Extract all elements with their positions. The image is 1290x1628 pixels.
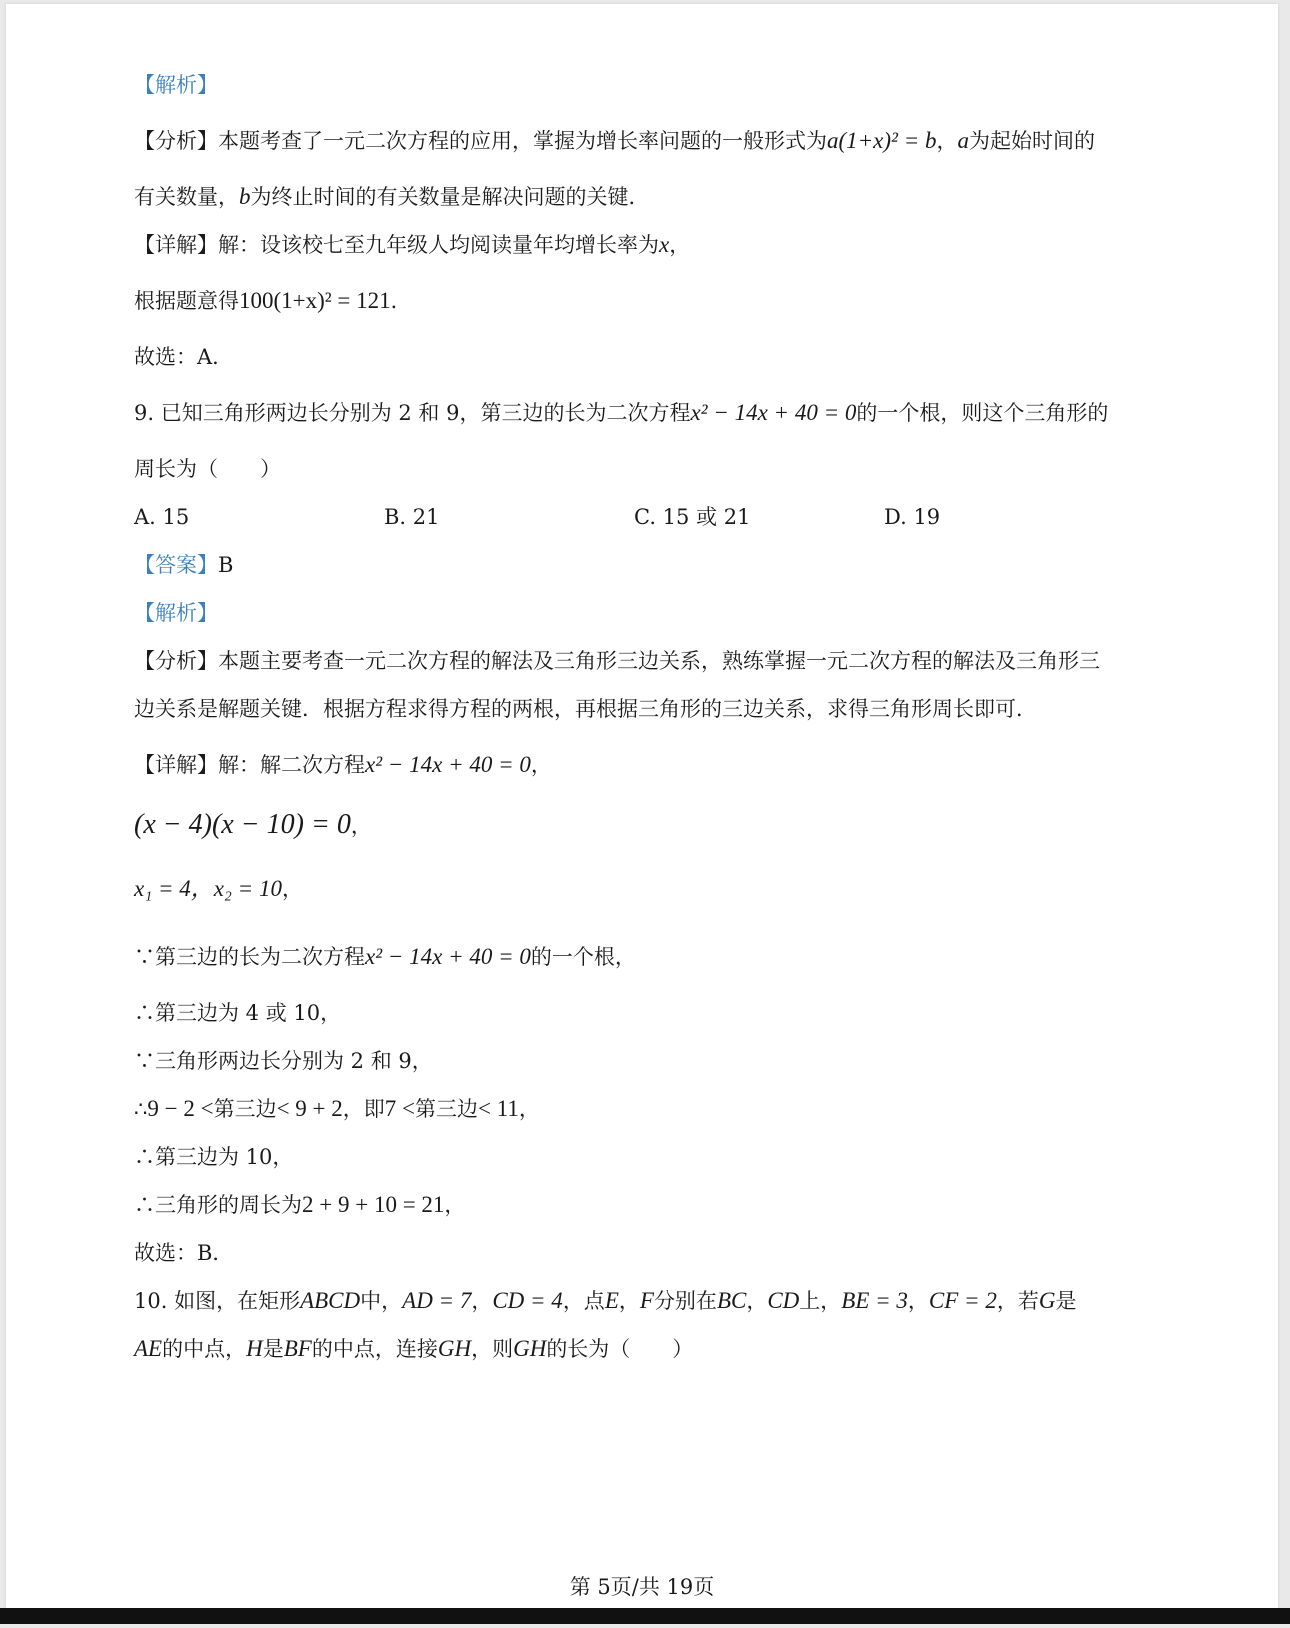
q8-equation xyxy=(134,286,1150,316)
q10-stem-i: 是 xyxy=(263,1337,284,1361)
q10-stem-g: 是 xyxy=(1055,1289,1076,1313)
q9-therefore4 xyxy=(134,1190,1150,1220)
q9-stem-a: 9. 已知三角形两边长分别为 2 和 9，第三边的长为二次方程 xyxy=(134,401,690,425)
q9-stem-line2: 周长为（ ） xyxy=(134,454,1150,484)
q10-stem-b: 中， xyxy=(360,1289,402,1313)
q10-stem-line1 xyxy=(134,1286,1150,1316)
q9-stem-line1 xyxy=(134,398,1150,428)
segment-cd: CD xyxy=(767,1288,799,1313)
q10-stem-l: 的长为（ ） xyxy=(546,1337,693,1361)
rect-abcd: ABCD xyxy=(300,1288,360,1313)
bottom-edge-bar xyxy=(0,1608,1290,1624)
eq-prefix: 根据题意得 xyxy=(134,289,239,313)
q8-answer-choice: 故选：A． xyxy=(134,342,1150,372)
punct: ， xyxy=(936,129,957,153)
segment-gh-2: GH xyxy=(513,1336,546,1361)
xiangjie-label: 【详解】 xyxy=(134,753,218,777)
q10-stem-j: 的中点，连接 xyxy=(312,1337,438,1361)
fenxi-label: 【分析】 xyxy=(134,129,218,153)
var-x: x xyxy=(659,232,669,257)
growth-equation: 100(1+x)² = 121 xyxy=(239,288,391,313)
because1-b: 的一个根， xyxy=(531,945,636,969)
point-e: E xyxy=(605,1288,619,1313)
q9-fenxi-line1 xyxy=(134,646,1150,676)
segment-ae: AE xyxy=(134,1336,162,1361)
xiangjie-text: 解：设该校七至九年级人均阅读量年均增长率为 xyxy=(218,233,659,257)
q8-fenxi-line2 xyxy=(134,182,1150,212)
punct: ， xyxy=(444,1193,465,1217)
var-b: b xyxy=(239,184,251,209)
answer-value: B xyxy=(218,553,233,577)
point-h: H xyxy=(246,1336,263,1361)
q9-therefore1: ∴第三边为 4 或 10， xyxy=(134,998,1150,1028)
therefore4-text: ∴三角形的周长为 xyxy=(134,1193,302,1217)
punct: ， xyxy=(531,753,552,777)
option-b: B. 21 xyxy=(384,502,440,532)
fenxi-line2-a: 有关数量， xyxy=(134,185,239,209)
q9-therefore3: ∴第三边为 10， xyxy=(134,1142,1150,1172)
jiexi-heading-q8: 【解析】 xyxy=(134,70,1150,100)
q10-stem-c: ，点 xyxy=(563,1289,605,1313)
punct: ， xyxy=(908,1289,929,1313)
q10-stem-a: 10. 如图，在矩形 xyxy=(134,1289,300,1313)
option-c: C. 15 或 21 xyxy=(634,502,750,532)
roots: x₁ = 4，x₂ = 10 xyxy=(134,876,282,901)
growth-formula: a(1+x)² = b xyxy=(827,128,936,153)
punct: ， xyxy=(519,1097,540,1121)
because1-a: ∵第三边的长为二次方程 xyxy=(134,945,365,969)
segment-bc: BC xyxy=(717,1288,746,1313)
xiangjie-text: 解：解二次方程 xyxy=(218,753,365,777)
q8-fenxi-line1 xyxy=(134,126,1150,156)
punct: ， xyxy=(746,1289,767,1313)
point-f: F xyxy=(640,1288,654,1313)
punct: ． xyxy=(391,289,412,313)
perimeter-equation: 2 + 9 + 10 = 21 xyxy=(302,1192,444,1217)
point-g: G xyxy=(1039,1288,1056,1313)
fenxi-text: 本题考查了一元二次方程的应用，掌握为增长率问题的一般形式为 xyxy=(218,129,827,153)
q9-because1 xyxy=(134,942,1150,972)
inequality-part4: < 11 xyxy=(478,1096,519,1121)
third-side-text: 第三边 xyxy=(214,1097,277,1121)
q8-xiangjie xyxy=(134,230,1150,260)
ji-text: ，即 xyxy=(343,1097,385,1121)
factored-equation: (x − 4)(x − 10) = 0 xyxy=(134,809,351,840)
q10-stem-d: 分别在 xyxy=(654,1289,717,1313)
ad-length: AD = 7 xyxy=(402,1288,471,1313)
q9-because2: ∵三角形两边长分别为 2 和 9， xyxy=(134,1046,1150,1076)
because1-equation: x² − 14x + 40 = 0 xyxy=(365,944,531,969)
q9-equation: x² − 14x + 40 = 0 xyxy=(690,400,856,425)
q9-answer-choice: 故选：B． xyxy=(134,1238,1150,1268)
q9-stem-b: 的一个根，则这个三角形的 xyxy=(856,401,1108,425)
cf-length: CF = 2 xyxy=(929,1288,997,1313)
segment-gh: GH xyxy=(438,1336,471,1361)
fenxi-text-c: 为起始时间的 xyxy=(969,129,1095,153)
fenxi-line2-b: 为终止时间的有关数量是解决问题的关键． xyxy=(251,185,650,209)
q10-stem-h: 的中点， xyxy=(162,1337,246,1361)
inequality-part1: 9 − 2 < xyxy=(147,1096,213,1121)
fenxi-label: 【分析】 xyxy=(134,649,218,673)
var-a: a xyxy=(957,128,969,153)
q9-fenxi-line2: 边关系是解题关键．根据方程求得方程的两根，再根据三角形的三边关系，求得三角形周长即可． xyxy=(134,694,1150,724)
q9-roots xyxy=(134,874,1150,904)
q9-answer xyxy=(134,550,1150,580)
be-length: BE = 3 xyxy=(841,1288,908,1313)
jiexi-heading-q9: 【解析】 xyxy=(134,598,1150,628)
q9-xiangjie xyxy=(134,750,1150,780)
q9-equation-solve: x² − 14x + 40 = 0 xyxy=(365,752,531,777)
page-footer: 第 5页/共 19页 xyxy=(6,1571,1278,1601)
q9-factor xyxy=(134,810,1150,841)
inequality-part2: < 9 + 2 xyxy=(277,1096,343,1121)
punct: ， xyxy=(351,814,372,838)
inequality-part3: 7 < xyxy=(385,1096,415,1121)
q10-stem-k: ，则 xyxy=(471,1337,513,1361)
option-d: D. 19 xyxy=(884,502,940,532)
xiangjie-label: 【详解】 xyxy=(134,233,218,257)
third-side-text-2: 第三边 xyxy=(415,1097,478,1121)
punct: ， xyxy=(669,233,690,257)
answer-label: 【答案】 xyxy=(134,553,218,577)
therefore-symbol: ∴ xyxy=(134,1097,147,1121)
q10-stem-e: 上， xyxy=(799,1289,841,1313)
cd-length: CD = 4 xyxy=(492,1288,562,1313)
q10-stem-line2 xyxy=(134,1334,1150,1364)
fenxi-text: 本题主要考查一元二次方程的解法及三角形三边关系，熟练掌握一元二次方程的解法及三角形三 xyxy=(218,649,1100,673)
q10-stem-f: ，若 xyxy=(997,1289,1039,1313)
q9-options xyxy=(134,502,1150,532)
option-a: A. 15 xyxy=(134,502,189,532)
punct: ， xyxy=(471,1289,492,1313)
document-page xyxy=(6,4,1278,1610)
q9-therefore2 xyxy=(134,1094,1150,1124)
punct: ， xyxy=(619,1289,640,1313)
punct: ， xyxy=(282,877,303,901)
segment-bf: BF xyxy=(284,1336,312,1361)
